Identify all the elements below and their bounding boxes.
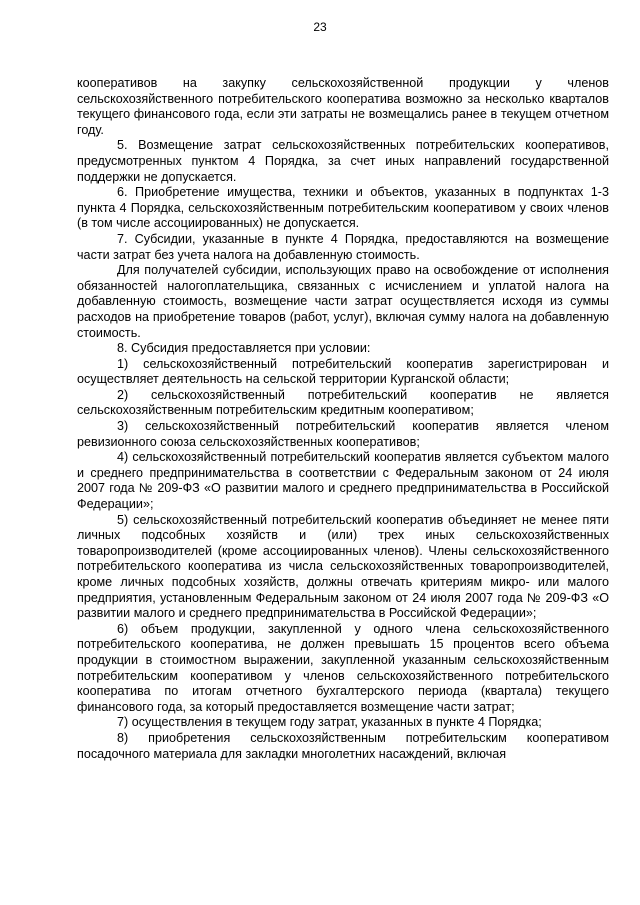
condition-8: 8) приобретения сельскохозяйственным потребительским кооперативом посадочного материала для закладки многолетних насаждений, включая (77, 730, 609, 761)
condition-1: 1) сельскохозяйственный потребительский кооператив зарегистрирован и осуществляет деятельность на сельской территории Курганской области; (77, 356, 609, 387)
condition-6: 6) объем продукции, закупленной у одного члена сельскохозяйственного потребительского кооператива, не должен превышать 15 процентов всего объема продукции в стоимостном выражении, закупленной указанным сельскохозяйственным потребительским кооперативом у членов сельскохозяйственного потребительского кооператива по итогам отчетного бухгалтерского периода (квартала) текущего финансового года, за который предоставляется возмещение части затрат; (77, 621, 609, 714)
paragraph-item-8: 8. Субсидия предоставляется при условии: (117, 341, 371, 356)
paragraph-item-7: 7. Субсидии, указанные в пункте 4 Порядка, предоставляются на возмещение части затрат без учета налога на добавленную стоимость. (77, 231, 609, 262)
condition-5: 5) сельскохозяйственный потребительский кооператив объединяет не менее пяти личных подсобных хозяйств и (или) трех иных сельскохозяйственных товаропроизводителей (кроме ассоциированных членов). Члены сельскохозяйственного потребительского кооператива из числа сельскохозяйственных товаропроизводителей, кроме личных подсобных хозяйств, должны отвечать критериям микро- или малого предприятия, установленным Федеральным законом от 24 июля 2007 года № 209-ФЗ «О развитии малого и среднего предпринимательства в Российской Федерации»; (77, 512, 609, 621)
paragraph-continuation: кооперативов на закупку сельскохозяйственной продукции у членов сельскохозяйственного потребительского кооператива возможно за несколько кварталов текущего финансового года, если эти затраты не возмещались ранее в текущем отчетном году. (77, 76, 609, 137)
condition-7: 7) осуществления в текущем году затрат, указанных в пункте 4 Порядка; (117, 715, 542, 730)
condition-4: 4) сельскохозяйственный потребительский кооператив является субъектом малого и среднего предпринимательства в соответствии с Федеральным законом от 24 июля 2007 года № 209-ФЗ «О развитии малого и среднего предпринимательства в Российской Федерации»; (77, 450, 609, 512)
paragraph-item-6: 6. Приобретение имущества, техники и объектов, указанных в подпунктах 1-3 пункта 4 Порядка, сельскохозяйственным потребительским кооперативом у своих членов (в том числе ассоциированных) не допускается. (77, 185, 609, 231)
condition-3: 3) сельскохозяйственный потребительский кооператив является членом ревизионного союза сельскохозяйственных кооперативов; (77, 419, 609, 449)
paragraph-item-5: 5. Возмещение затрат сельскохозяйственных потребительских кооперативов, предусмотренных пунктом 4 Порядка, за счет иных направлений государственной поддержки не допускается. (77, 138, 609, 184)
page-number: 23 (313, 20, 327, 34)
paragraph-vat-exemption: Для получателей субсидии, использующих право на освобождение от исполнения обязанностей налогоплательщика, связанных с исчислением и уплатой налога на добавленную стоимость, возмещение части затрат осуществляется исходя из суммы расходов на приобретение товаров (работ, услуг), включая сумму налога на добавленную стоимость. (77, 263, 609, 340)
condition-2: 2) сельскохозяйственный потребительский кооператив не является сельскохозяйственным потребительским кредитным кооперативом; (77, 387, 609, 418)
document-body (77, 76, 609, 762)
